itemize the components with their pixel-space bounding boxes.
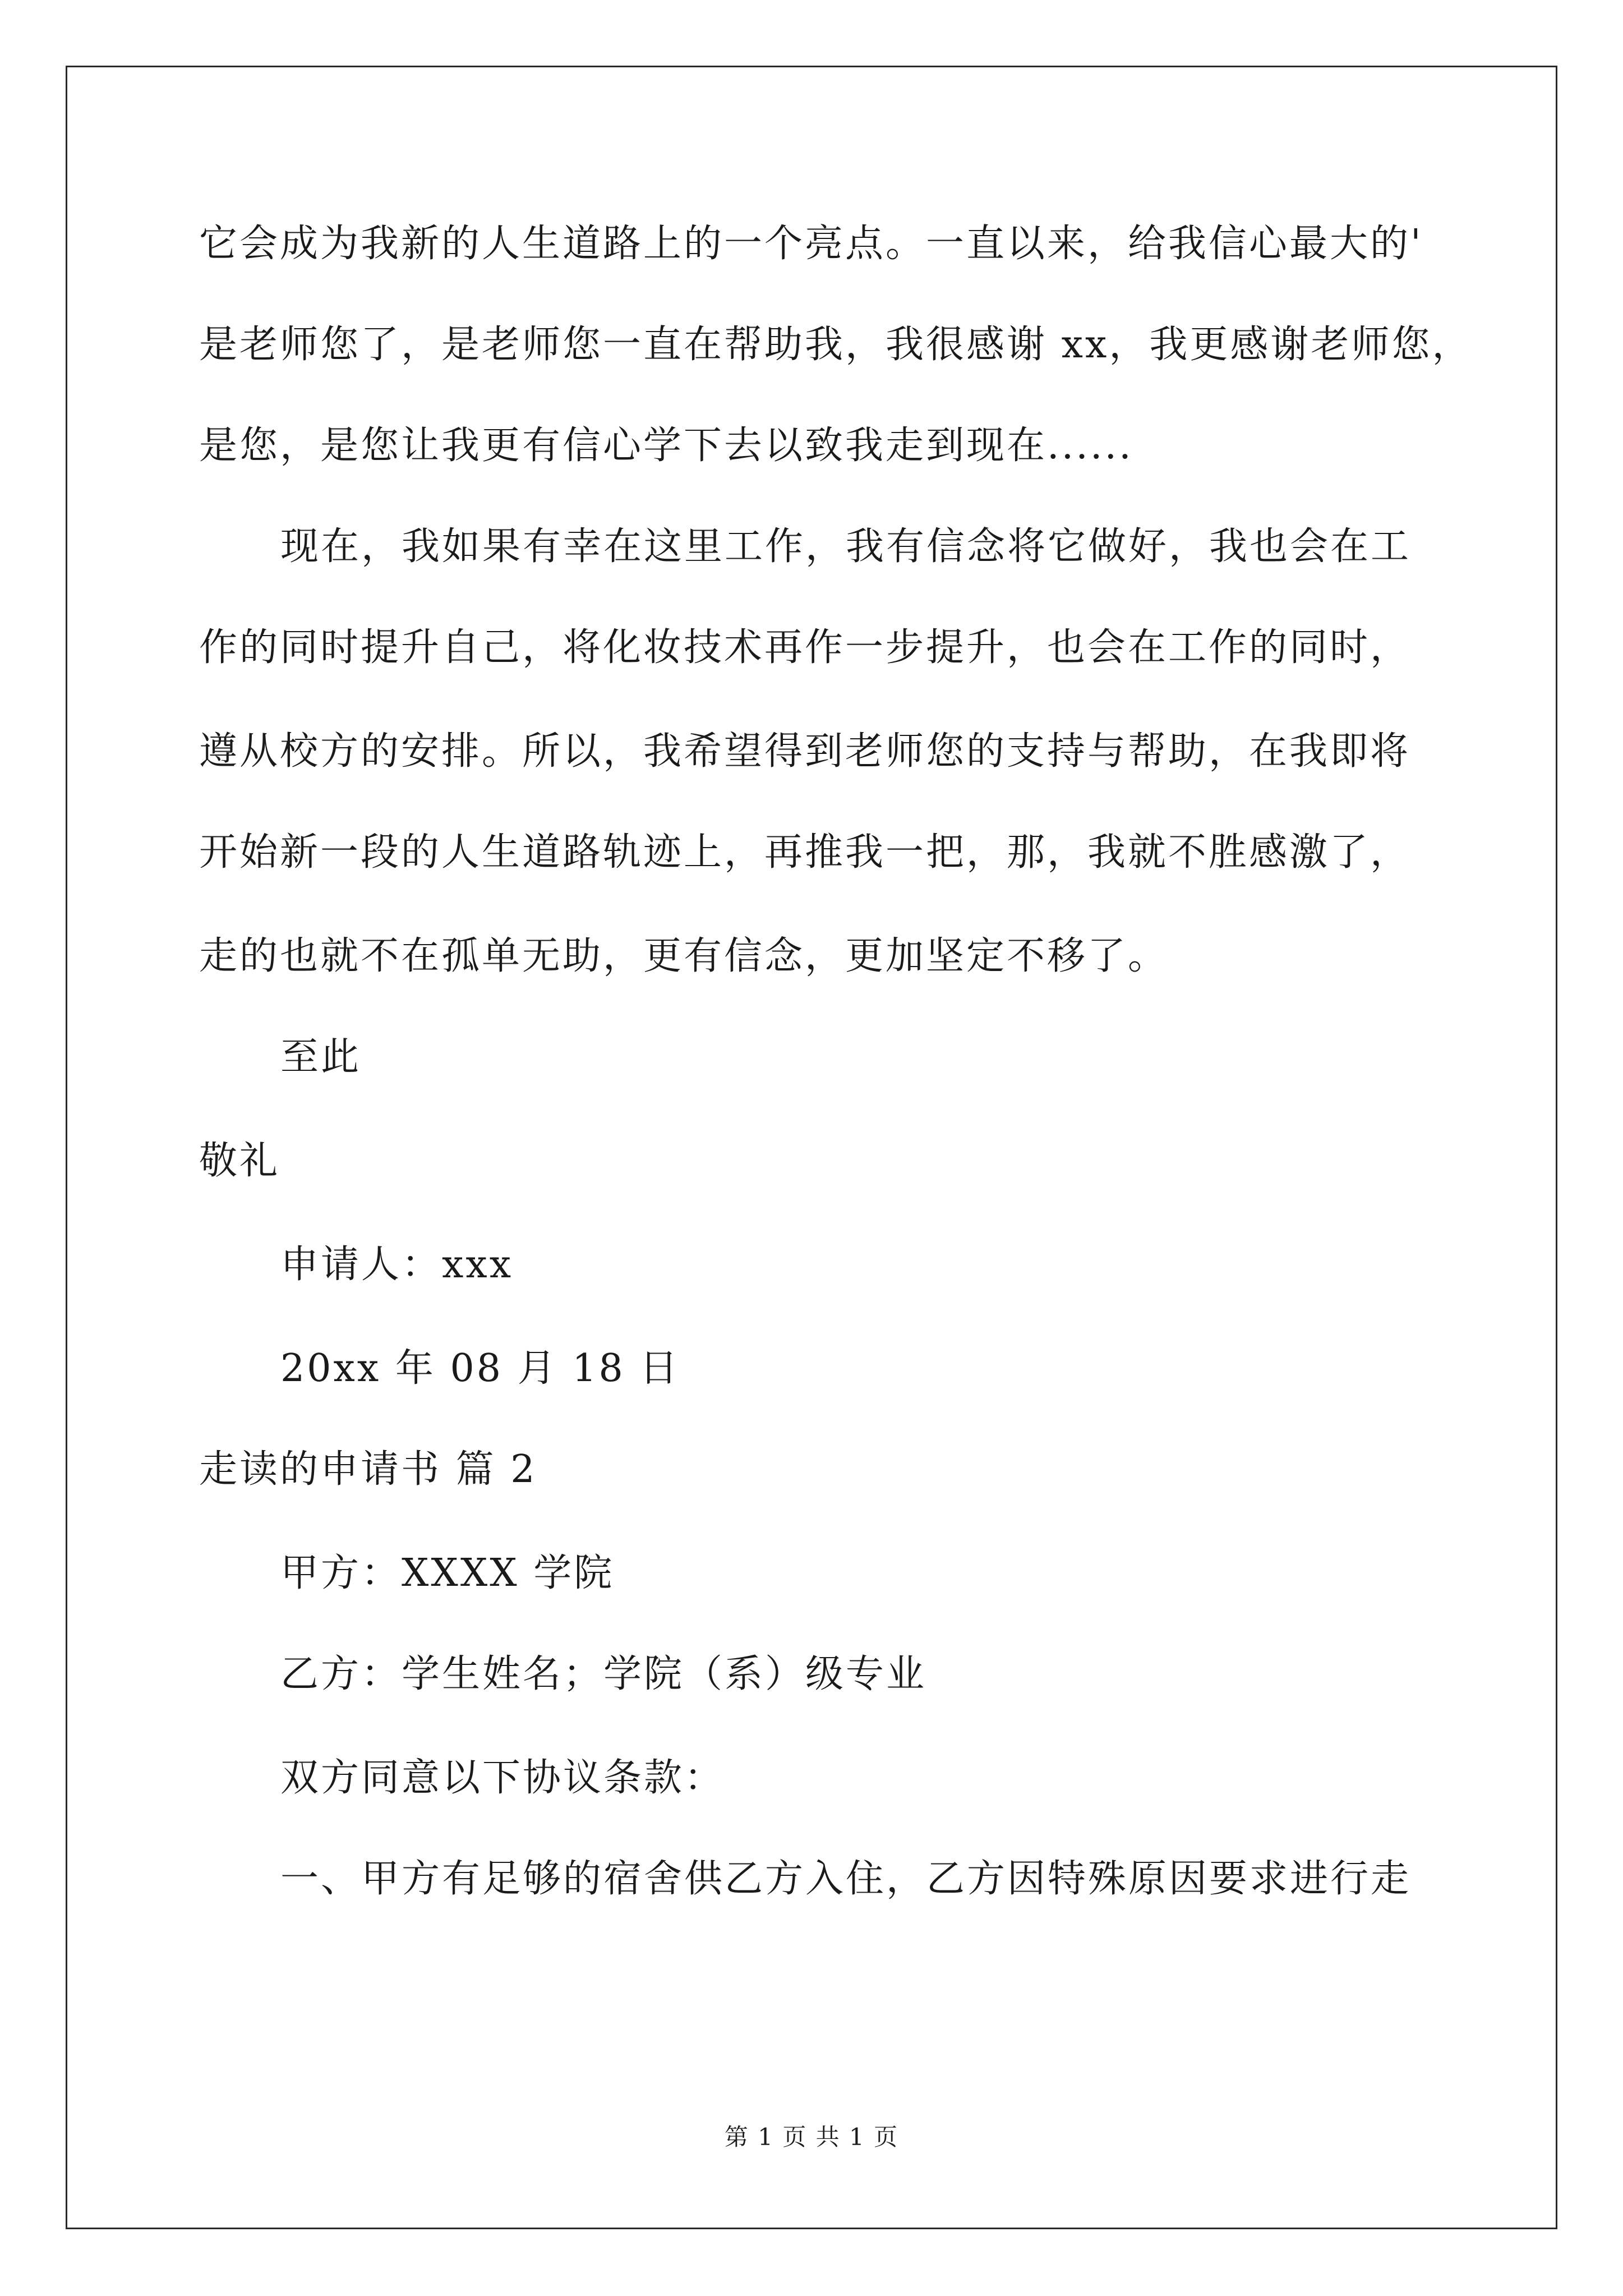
closing-line: 至此 <box>280 1035 362 1079</box>
body-line-4: 现在，我如果有幸在这里工作，我有信念将它做好，我也会在工 <box>280 524 1412 569</box>
date-line: 20xx 年 08 月 18 日 <box>280 1346 680 1391</box>
body-line-7: 开始新一段的人生道路轨迹上，再推我一把，那，我就不胜感激了， <box>199 830 1411 875</box>
party-b-line: 乙方：学生姓名；学院（系）级专业 <box>280 1652 927 1696</box>
page-frame <box>66 66 1557 2229</box>
body-line-2: 是老师您了，是老师您一直在帮助我，我很感谢 xx，我更感谢老师您， <box>199 323 1473 367</box>
agreement-intro: 双方同意以下协议条款： <box>280 1756 725 1800</box>
clause-1-line: 一、甲方有足够的宿舍供乙方入住，乙方因特殊原因要求进行走 <box>280 1857 1412 1901</box>
body-line-8: 走的也就不在孤单无助，更有信念，更加坚定不移了。 <box>199 934 1169 978</box>
party-a-line: 甲方：XXXX 学院 <box>280 1551 615 1595</box>
page-footer: 第 1 页 共 1 页 <box>724 2123 899 2151</box>
section-heading: 走读的申请书 篇 2 <box>199 1447 537 1492</box>
body-line-6: 遵从校方的安排。所以，我希望得到老师您的支持与帮助，在我即将 <box>199 729 1411 774</box>
body-line-3: 是您，是您让我更有信心学下去以致我走到现在...... <box>199 424 1133 468</box>
applicant-line: 申请人：xxx <box>280 1243 514 1287</box>
body-line-1: 它会成为我新的人生道路上的一个亮点。一直以来，给我信心最大的' <box>199 222 1423 266</box>
body-line-5: 作的同时提升自己，将化妆技术再作一步提升，也会在工作的同时， <box>199 625 1411 670</box>
salutation: 敬礼 <box>199 1139 280 1183</box>
